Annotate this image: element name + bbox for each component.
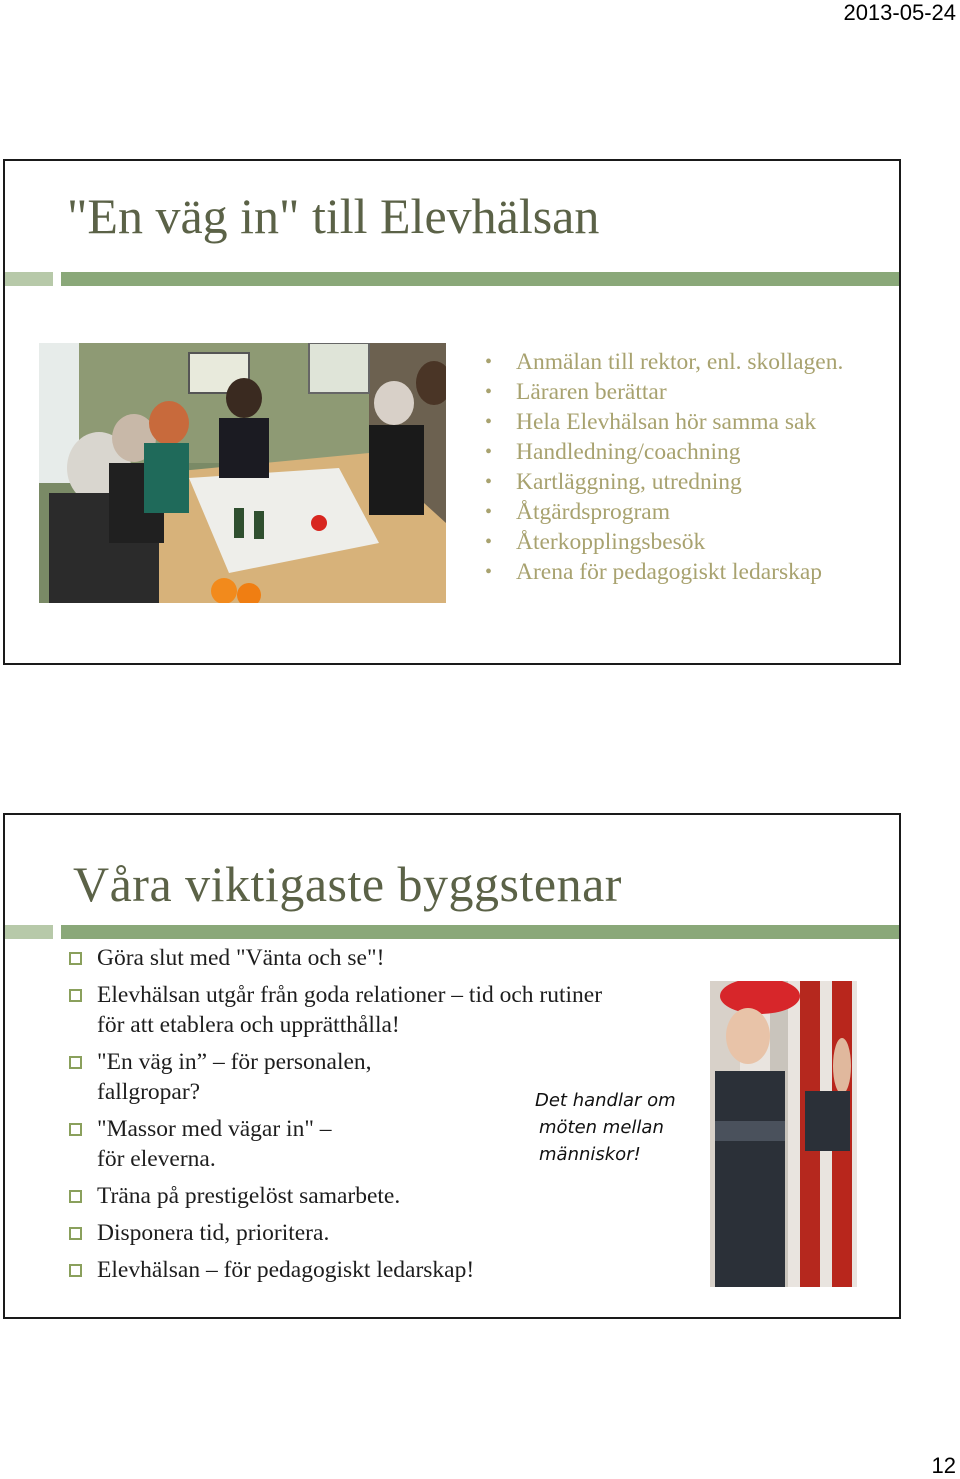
slide-1 <box>3 159 901 665</box>
list-item: "Massor med vägar in" – för eleverna. <box>67 1114 342 1174</box>
slide-2-bullet-list <box>67 943 607 1292</box>
list-item: "En väg in” – för personalen, fallgropar? <box>67 1047 397 1107</box>
list-item: Träna på prestigelöst samarbete. <box>67 1181 607 1211</box>
square-bullet-icon <box>69 989 82 1002</box>
title-divider-bar <box>5 925 899 939</box>
list-item: Elevhälsan utgår från goda relationer – tid och rutiner för att etablera och upprätthålla! <box>67 980 607 1040</box>
list-item: • Återkopplingsbesök <box>485 527 843 557</box>
list-item: Elevhälsan – för pedagogiskt ledarskap! <box>67 1255 607 1285</box>
list-item: • Handledning/coachning <box>485 437 843 467</box>
list-item: • Anmälan till rektor, enl. skollagen. <box>485 347 843 377</box>
slide-1-title: "En väg in" till Elevhälsan <box>67 188 600 244</box>
list-item: • Arena för pedagogiskt ledarskap <box>485 557 843 587</box>
student-photo <box>710 981 857 1287</box>
header-date: 2013-05-24 <box>843 0 956 25</box>
page-number: 12 <box>931 1453 956 1478</box>
list-item: Göra slut med "Vänta och se"! <box>67 943 607 973</box>
square-bullet-icon <box>69 1056 82 1069</box>
list-item: • Kartläggning, utredning <box>485 467 843 497</box>
title-divider-bar <box>5 272 899 286</box>
square-bullet-icon <box>69 1264 82 1277</box>
callout-note: Det handlar om möten mellan människor! <box>535 1090 676 1165</box>
square-bullet-icon <box>69 1190 82 1203</box>
square-bullet-icon <box>69 952 82 965</box>
slide-2 <box>3 813 901 1319</box>
meeting-photo <box>39 343 446 603</box>
slide-1-bullet-list <box>485 347 843 587</box>
square-bullet-icon <box>69 1123 82 1136</box>
list-item: Disponera tid, prioritera. <box>67 1218 607 1248</box>
list-item: • Hela Elevhälsan hör samma sak <box>485 407 843 437</box>
list-item: • Åtgärdsprogram <box>485 497 843 527</box>
slide-2-title: Våra viktigaste byggstenar <box>73 856 622 912</box>
square-bullet-icon <box>69 1227 82 1240</box>
list-item: • Läraren berättar <box>485 377 843 407</box>
